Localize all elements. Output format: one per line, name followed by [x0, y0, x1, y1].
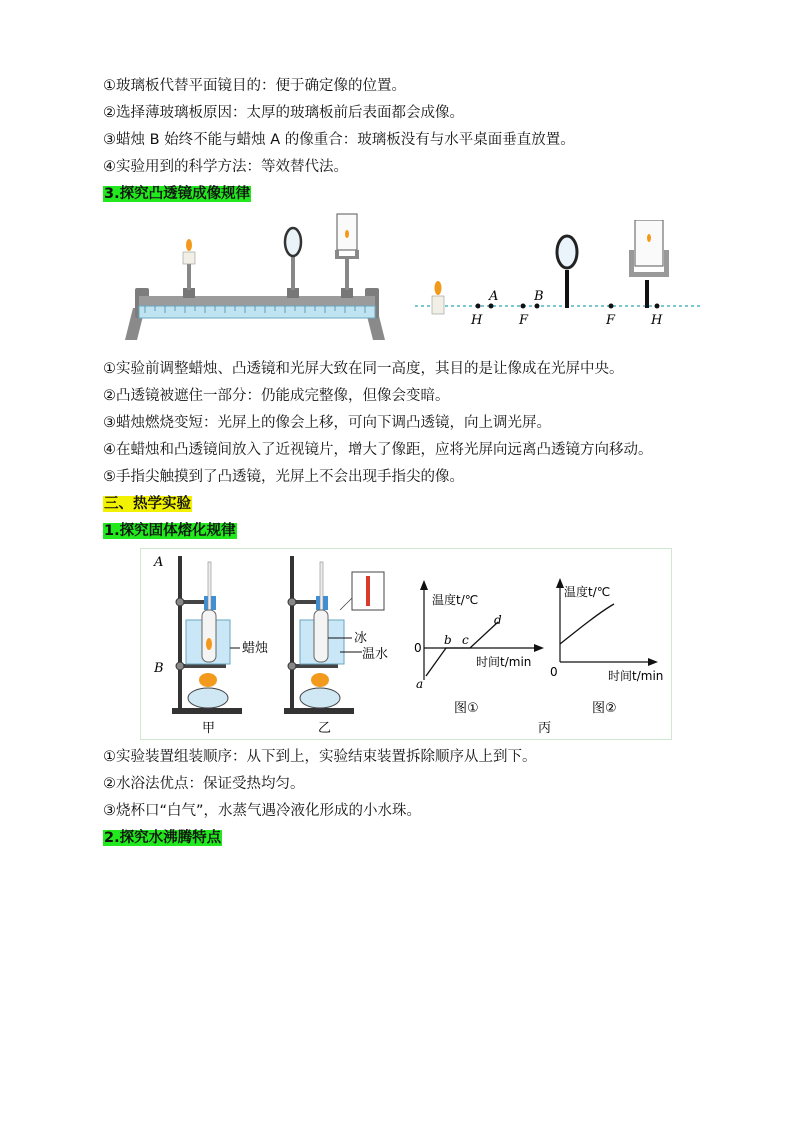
caption-graph2: 图② [592, 701, 617, 716]
label-ice: 冰 [354, 631, 368, 646]
heading-thermal: 三、热学实验 [104, 496, 191, 512]
label-f-left: F [519, 313, 529, 328]
note-water-bath: ②水浴法优点：保证受热均匀。 [103, 776, 305, 792]
candle [432, 296, 444, 314]
graph1-label-b: b [444, 633, 452, 647]
alcohol-lamp [300, 688, 340, 708]
candle-flame-icon [435, 281, 442, 295]
label-b-point: B [154, 661, 164, 676]
graph1-origin: 0 [414, 641, 422, 655]
note-lens-covered: ②凸透镜被遮住一部分：仍能成完整像，但像会变暗。 [103, 388, 450, 404]
graph1-label-a: a [416, 677, 424, 691]
heading-lens-experiment: 3.探究凸透镜成像规律 [104, 186, 251, 202]
graph1-ylabel: 温度t/℃ [432, 593, 479, 607]
apparatus-jia [153, 555, 269, 736]
label-f-right: F [606, 313, 616, 328]
note-candle-not-coincide: ③蜡烛 B 始终不能与蜡烛 A 的像重合：玻璃板没有与水平桌面垂直放置。 [103, 132, 575, 148]
note-myopia-lens: ④在蜡烛和凸透镜间放入了近视镜片，增大了像距，应将光屏向远离凸透镜方向移动。 [103, 442, 653, 458]
note-fingertip: ⑤手指尖触摸到了凸透镜，光屏上不会出现手指尖的像。 [103, 469, 464, 485]
graph1-label-d: d [494, 613, 502, 627]
caption-graph1: 图① [454, 701, 479, 716]
image-flame-icon [647, 234, 651, 242]
graph2-origin: 0 [550, 665, 558, 679]
label-h-right: H [651, 313, 663, 328]
light-screen [635, 220, 663, 266]
lens-axis-schematic [413, 220, 703, 330]
note-thin-glass-reason: ②选择薄玻璃板原因：太厚的玻璃板前后表面都会成像。 [103, 105, 464, 121]
candle-wax [206, 638, 212, 650]
heading-boiling: 2.探究水沸腾特点 [104, 830, 222, 846]
apparatus-yi [284, 556, 388, 736]
caption-yi: 乙 [318, 721, 332, 736]
label-candle: 蜡烛 [242, 641, 269, 656]
caption-jia: 甲 [202, 721, 216, 736]
graph1-label-c: c [462, 633, 469, 647]
graph2-xlabel: 时间t/min [608, 669, 664, 683]
candle [183, 252, 195, 264]
candle-flame-icon [186, 239, 192, 251]
alcohol-lamp [188, 688, 228, 708]
note-white-vapor: ③烧杯口“白气”，水蒸气遇冷液化形成的小水珠。 [103, 803, 422, 819]
flame-icon [199, 673, 217, 687]
heading-melting: 1.探究固体熔化规律 [104, 523, 236, 539]
label-b: B [534, 289, 544, 304]
bench-scale [139, 306, 375, 318]
label-h-left: H [471, 313, 483, 328]
image-flame-icon [345, 230, 349, 238]
note-assembly-order: ①实验装置组装顺序：从下到上，实验结束装置拆除顺序从上到下。 [103, 749, 537, 765]
convex-lens [285, 228, 301, 256]
label-a: A [489, 289, 499, 304]
note-glass-plate-purpose: ①玻璃板代替平面镜目的：便于确定像的位置。 [103, 78, 406, 94]
graph-two [550, 578, 663, 716]
caption-bing: 丙 [538, 721, 552, 736]
note-candle-shortens: ③蜡烛燃烧变短：光屏上的像会上移，可向下调凸透镜，向上调光屏。 [103, 415, 551, 431]
note-same-height: ①实验前调整蜡烛、凸透镜和光屏大致在同一高度，其目的是让像成在光屏中央。 [103, 361, 624, 377]
flame-icon [311, 673, 329, 687]
note-scientific-method: ④实验用到的科学方法：等效替代法。 [103, 159, 348, 175]
optical-bench-figure [125, 212, 387, 344]
heating-curve [560, 604, 614, 644]
convex-lens [557, 236, 577, 268]
graph1-xlabel: 时间t/min [476, 655, 532, 669]
test-tube [202, 610, 216, 662]
test-tube [314, 610, 328, 662]
melting-figure [140, 548, 670, 738]
label-a-point: A [154, 555, 164, 570]
graph-one [414, 580, 544, 716]
bench-rail [139, 296, 375, 306]
graph2-ylabel: 温度t/℃ [564, 585, 611, 599]
label-warm-water: 温水 [362, 647, 389, 662]
